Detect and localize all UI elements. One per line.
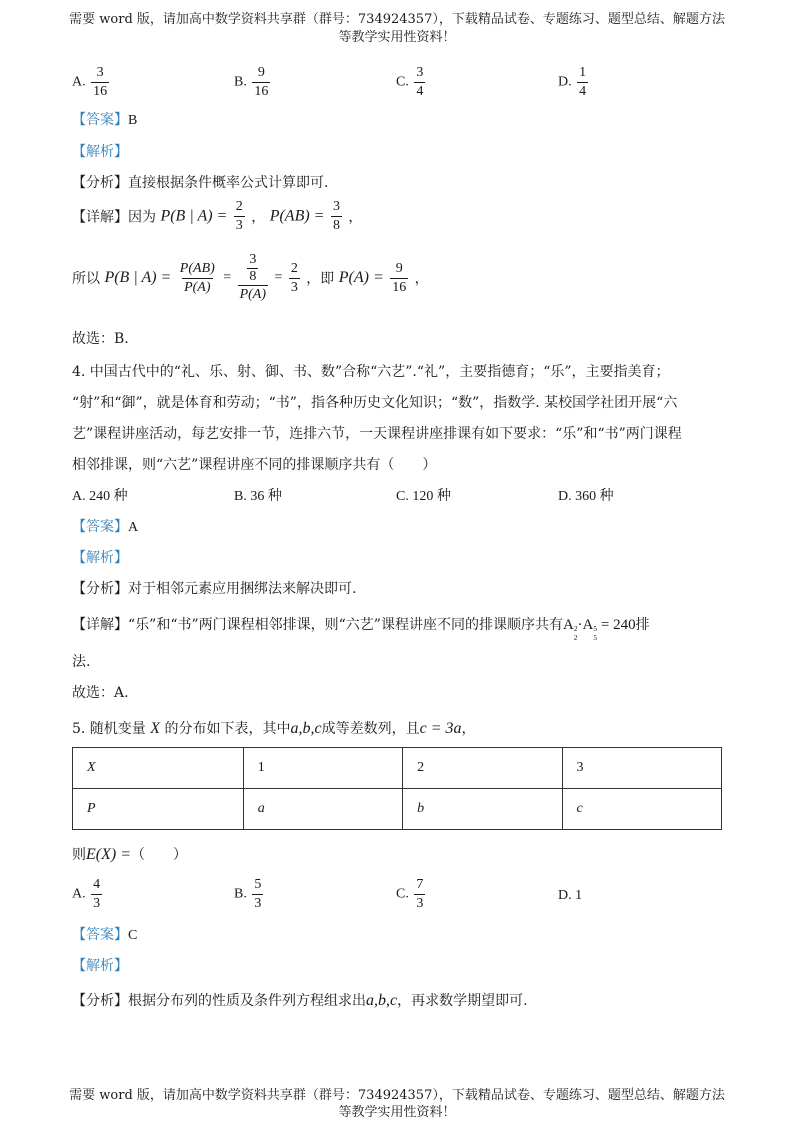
q4-detail-line-2: 法. [72, 654, 91, 670]
table-row [73, 748, 722, 789]
table-cell: a [243, 789, 402, 830]
q4-fenxi: 【分析】对于相邻元素应用捆绑法来解决即可. [72, 581, 357, 597]
q5-answer: 【答案】C [72, 927, 138, 943]
table-cell: 1 [243, 748, 402, 789]
q4-option-a: A. 240 种 [72, 489, 128, 504]
q4-detail: 【详解】“乐”和“书”两门课程相邻排课，则“六艺”课程讲座不同的排课顺序共有A 2 2 ·A 5 5 = 240排 [72, 617, 650, 642]
q3-option-d: D. $\frac{1}{4}$ [558, 65, 587, 99]
q4-stem-line-4: 相邻排课，则“六艺”课程讲座不同的排课顺序共有（ ） [72, 457, 437, 473]
table-cell: 3 [562, 748, 721, 789]
q4-stem-line-1: 4. 中国古代中的“礼、乐、射、御、书、数”合称“六艺”.“礼”，主要指德育；“乐”，主要指美育； [72, 364, 670, 380]
q3-option-b: B. $\frac{9}{16}$ [234, 65, 269, 99]
q5-option-a: A. $\frac{4}{3}$ [72, 877, 101, 911]
header-line-1: 需要 word 版，请加高中数学资料共享群（群号：734924357），下载精品试卷、专题练习、题型总结、解题方法 [69, 12, 725, 27]
table-row [73, 789, 722, 830]
q3-option-c: C. $\frac{3}{4}$ [396, 65, 424, 99]
q5-question: 则E(X) =（ ） [72, 846, 187, 863]
q4-stem-line-3: 艺”课程讲座活动，每艺安排一节，连排六节，一天课程讲座排课有如下要求：“乐”和“书”两门课程 [72, 426, 682, 442]
footer-line-1: 需要 word 版，请加高中数学资料共享群（群号：734924357），下载精品试卷、专题练习、题型总结、解题方法 [69, 1088, 725, 1103]
q5-distribution-table [72, 747, 722, 830]
table-cell: X [73, 748, 244, 789]
q4-option-b: B. 36 种 [234, 489, 282, 504]
q3-analysis-tag: 【解析】 [72, 144, 128, 160]
q5-analysis-tag: 【解析】 [72, 958, 128, 974]
table-cell: c [562, 789, 721, 830]
q5-option-c: C. $\frac{7}{3}$ [396, 877, 424, 911]
q4-answer: 【答案】A [72, 519, 139, 535]
q4-stem-line-2: “射”和“御”，就是体育和劳动；“书”，指各种历史文化知识；“数”，指数学. 某校国学社团开展“六 [72, 395, 678, 411]
footer-line-2: 等教学实用性资料！ [338, 1105, 456, 1120]
q3-answer: 【答案】B [72, 112, 138, 128]
q4-conclusion: 故选：A. [72, 685, 129, 701]
q4-option-c: C. 120 种 [396, 489, 451, 504]
q5-stem: 5. 随机变量 X 的分布如下表，其中a,b,c成等差数列，且c = 3a， [72, 720, 476, 737]
q5-option-b: B. $\frac{5}{3}$ [234, 877, 262, 911]
q3-fenxi: 【分析】直接根据条件概率公式计算即可. [72, 175, 329, 191]
q3-option-a: A. $\frac{3}{16}$ [72, 65, 108, 99]
q4-option-d: D. 360 种 [558, 489, 614, 504]
q5-fenxi: 【分析】根据分布列的性质及条件列方程组求出a,b,c，再求数学期望即可. [72, 992, 528, 1009]
table-cell: b [403, 789, 562, 830]
header-line-2: 等教学实用性资料！ [338, 30, 456, 45]
q4-analysis-tag: 【解析】 [72, 550, 128, 566]
q5-option-d: D. 1 [558, 888, 583, 903]
q3-so: 所以 P(B | A) = $\frac{P(AB)}{P(A)}$ = 3 8 P(A) = $\frac{2}{3}$ ，即 P(A) = $\frac{9}{16}$ ， [72, 252, 429, 302]
table-cell: P [73, 789, 244, 830]
table-cell: 2 [403, 748, 562, 789]
q3-detail: 【详解】因为 P(B | A) = $\frac{2}{3}$ ， P(AB) = $\frac{3}{8}$ ， [72, 199, 363, 233]
q3-conclusion: 故选：B. [72, 331, 129, 347]
